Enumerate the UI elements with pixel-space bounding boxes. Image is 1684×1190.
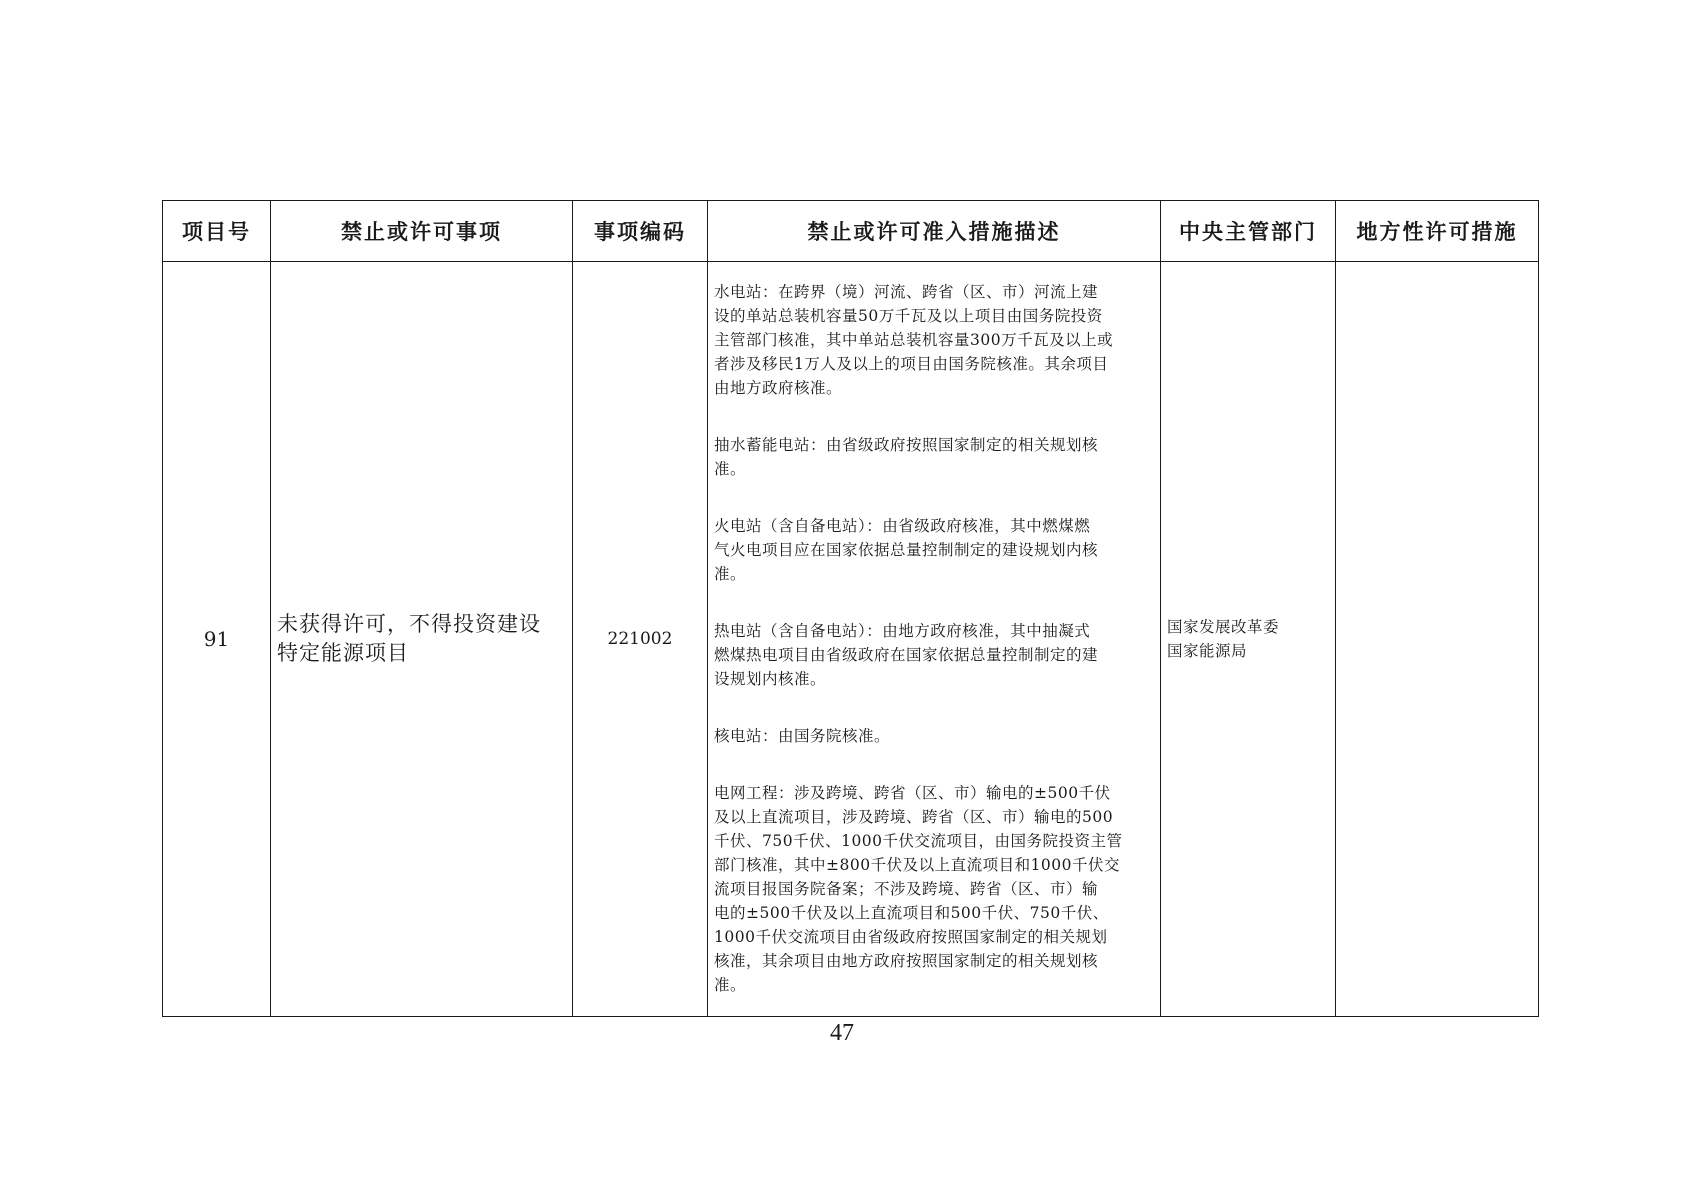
desc-cogeneration: 热电站（含自备电站）：由地方政府核准，其中抽凝式 燃煤热电项目由省级政府在国家依据总量控制制定的建 设规划内核准。	[714, 622, 1099, 688]
description-cell	[708, 262, 1161, 1017]
header-department: 中央主管部门	[1161, 201, 1336, 262]
header-code: 事项编码	[573, 201, 708, 262]
header-matter: 禁止或许可事项	[271, 201, 573, 262]
header-local-measures: 地方性许可措施	[1336, 201, 1539, 262]
item-number-cell: 91	[163, 262, 271, 1017]
department-nea: 国家能源局	[1167, 642, 1248, 660]
header-description: 禁止或许可准入措施描述	[708, 201, 1161, 262]
desc-nuclear: 核电站：由国务院核准。	[714, 727, 891, 745]
desc-pumped-storage: 抽水蓄能电站：由省级政府按照国家制定的相关规划核 准。	[714, 436, 1099, 478]
code-cell: 221002	[573, 262, 708, 1017]
matter-cell: 未获得许可，不得投资建设特定能源项目	[271, 262, 573, 1017]
table-row	[163, 262, 1539, 1017]
table-header-row	[163, 201, 1539, 262]
local-measures-cell	[1336, 262, 1539, 1017]
permit-table	[162, 200, 1539, 1017]
department-cell	[1161, 262, 1336, 1017]
desc-hydropower: 水电站：在跨界（境）河流、跨省（区、市）河流上建 设的单站总装机容量50万千瓦及以上项目由国务院投资 主管部门核准，其中单站总装机容量300万千瓦及以上或 者涉及移民1万人及以上的项目由国务院核准。其余项目 由地方政府核准。	[714, 283, 1114, 397]
desc-thermal-power: 火电站（含自备电站）：由省级政府核准，其中燃煤燃 气火电项目应在国家依据总量控制制定的建设规划内核 准。	[714, 517, 1099, 583]
page-number: 47	[830, 1020, 854, 1046]
desc-power-grid: 电网工程：涉及跨境、跨省（区、市）输电的±500千伏 及以上直流项目，涉及跨境、跨省（区、市）输电的500 千伏、750千伏、1000千伏交流项目，由国务院投资主管 部门核准，其中±800千伏及以上直流项目和1000千伏交 流项目报国务院备案；不涉及跨境、跨省（区、市）输 电的±500千伏及以上直流项目和500千伏、750千伏、 1000千伏交流项目由省级政府按照国家制定的相关规划 核准，其余项目由地方政府按照国家制定的相关规划核 准。	[714, 784, 1123, 994]
header-item-number: 项目号	[163, 201, 271, 262]
department-ndrc: 国家发展改革委	[1167, 618, 1280, 636]
